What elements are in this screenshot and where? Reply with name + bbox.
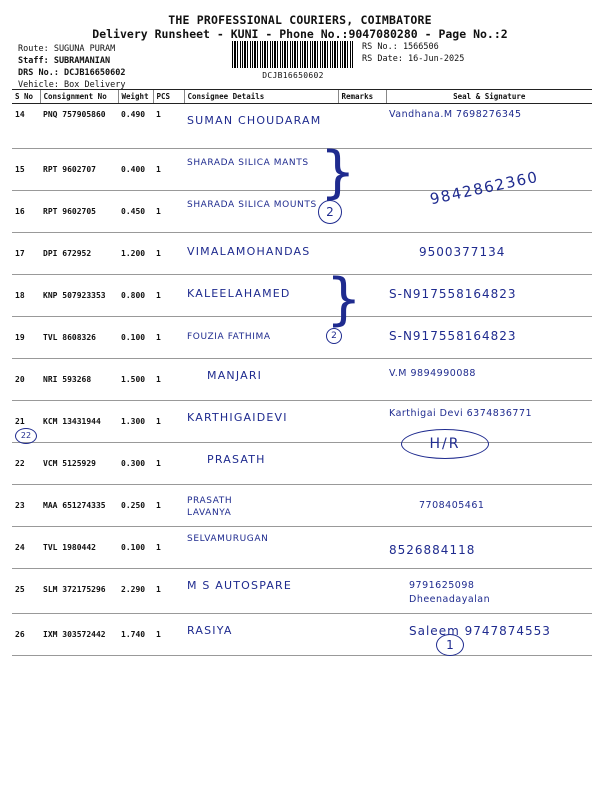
consignee-handwritten: SHARADA SILICA MOUNTS (187, 200, 317, 210)
signature-handwritten: 7708405461 (419, 500, 485, 511)
consignee-handwritten: PRASATH (207, 453, 266, 466)
table-row (12, 401, 592, 443)
cell-consignment: NRI 593268 (40, 359, 118, 401)
cell-remarks (338, 569, 386, 614)
cell-pcs: 1 (153, 149, 184, 191)
cell-pcs: 1 (153, 569, 184, 614)
table-row (12, 191, 592, 233)
table-row (12, 569, 592, 614)
brace-mark: } (326, 267, 362, 332)
cell-pcs: 1 (153, 317, 184, 359)
cell-sno: 23 (12, 485, 40, 527)
col-consignment: Consignment No (40, 90, 118, 104)
consignee-handwritten: KARTHIGAIDEVI (187, 411, 288, 424)
cell-sno: 25 (12, 569, 40, 614)
cell-remarks (338, 527, 386, 569)
cell-sno: 26 (12, 614, 40, 656)
cell-consignment: RPT 9602705 (40, 191, 118, 233)
rs-date: RS Date: 16-Jun-2025 (362, 54, 465, 64)
cell-weight: 1.740 (118, 614, 153, 656)
table-row (12, 443, 592, 485)
table-header-row (12, 90, 592, 104)
table-row (12, 275, 592, 317)
cell-sno: 20 (12, 359, 40, 401)
col-signature: Seal & Signature (386, 90, 592, 104)
circle-1-mark: 1 (436, 634, 464, 656)
cell-sno: 15 (12, 149, 40, 191)
cell-sno: 19 (12, 317, 40, 359)
cell-consignment: IXM 303572442 (40, 614, 118, 656)
cell-sno: 24 (12, 527, 40, 569)
table-row (12, 527, 592, 569)
consignee-handwritten: SUMAN CHOUDARAM (187, 114, 322, 127)
cell-pcs: 1 (153, 614, 184, 656)
company-title: THE PROFESSIONAL COURIERS, COIMBATORE (168, 13, 432, 27)
cell-consignment: SLM 372175296 (40, 569, 118, 614)
signature-handwritten: 8526884118 (389, 543, 476, 557)
cell-weight: 1.200 (118, 233, 153, 275)
signature-handwritten: 9842862360 (428, 167, 541, 209)
table-row (12, 317, 592, 359)
cell-weight: 2.290 (118, 569, 153, 614)
signature-handwritten: S-N917558164823 (389, 329, 517, 343)
cell-sno: 18 (12, 275, 40, 317)
cell-weight: 0.250 (118, 485, 153, 527)
consignee-handwritten: RASIYA (187, 624, 233, 637)
cell-sno: 21 (12, 401, 40, 443)
consignee-handwritten: SELVAMURUGAN (187, 534, 269, 544)
cell-weight: 0.300 (118, 443, 153, 485)
signature-handwritten: Vandhana.M 7698276345 (389, 109, 522, 120)
cell-pcs: 1 (153, 485, 184, 527)
consignee-handwritten: M S AUTOSPARE (187, 579, 293, 592)
consignee-handwritten: MANJARI (207, 369, 263, 382)
signature-handwritten: V.M 9894990088 (389, 368, 476, 379)
consignee-handwritten: FOUZIA FATHIMA (187, 332, 271, 342)
staff-text: Staff: SUBRAMANIAN (18, 56, 111, 66)
route-info (18, 43, 125, 91)
cell-sno: 22 (12, 443, 40, 485)
runsheet-table (12, 89, 592, 656)
col-pcs: PCS (153, 90, 184, 104)
cell-weight: 0.490 (118, 104, 153, 149)
cell-weight: 0.450 (118, 191, 153, 233)
cell-consignment: RPT 9602707 (40, 149, 118, 191)
table-row (12, 233, 592, 275)
cell-sno: 16 (12, 191, 40, 233)
cell-remarks (338, 485, 386, 527)
cell-weight: 1.500 (118, 359, 153, 401)
cell-consignment: TVL 1980442 (40, 527, 118, 569)
cell-consignment: KNP 507923353 (40, 275, 118, 317)
col-remarks: Remarks (338, 90, 386, 104)
circle-22-mark: 22 (15, 428, 37, 444)
table-row (12, 359, 592, 401)
cell-consignment: KCM 13431944 (40, 401, 118, 443)
cell-remarks (338, 614, 386, 656)
table-row (12, 485, 592, 527)
cell-pcs: 1 (153, 401, 184, 443)
rs-number: RS No.: 1566506 (362, 42, 439, 52)
cell-pcs: 1 (153, 359, 184, 401)
cell-weight: 0.100 (118, 317, 153, 359)
table-row (12, 614, 592, 656)
cell-pcs: 1 (153, 443, 184, 485)
vehicle-text: Vehicle: Box Delivery (18, 80, 126, 90)
circle-2-mark: 2 (318, 200, 342, 224)
cell-consignment: TVL 8608326 (40, 317, 118, 359)
circle-2-mark: 2 (326, 328, 342, 344)
cell-pcs: 1 (153, 233, 184, 275)
brace-mark: } (320, 140, 356, 205)
cell-consignment: PNQ 757905860 (40, 104, 118, 149)
col-sno: S No (12, 90, 40, 104)
signature-handwritten: 9500377134 (419, 245, 506, 259)
table-row (12, 104, 592, 149)
cell-pcs: 1 (153, 191, 184, 233)
signature-handwritten: Karthigai Devi 6374836771 (389, 408, 533, 419)
consignee-handwritten: KALEELAHAMED (187, 287, 291, 300)
cell-weight: 1.300 (118, 401, 153, 443)
consignee-handwritten: PRASATH LAVANYA (187, 496, 233, 518)
rs-info (362, 41, 464, 65)
cell-pcs: 1 (153, 104, 184, 149)
col-weight: Weight (118, 90, 153, 104)
route-text: Route: SUGUNA PURAM (18, 44, 116, 54)
cell-weight: 0.100 (118, 527, 153, 569)
consignee-handwritten: SHARADA SILICA MANTS (187, 158, 309, 168)
barcode-number: DCJB16650602 (262, 71, 324, 80)
consignee-handwritten: VIMALAMOHANDAS (187, 245, 311, 258)
cell-weight: 0.800 (118, 275, 153, 317)
cell-sno: 17 (12, 233, 40, 275)
hr-mark: H/R (401, 429, 489, 459)
col-consignee: Consignee Details (184, 90, 338, 104)
cell-consignment: DPI 672952 (40, 233, 118, 275)
cell-remarks (338, 401, 386, 443)
cell-sno: 14 (12, 104, 40, 149)
cell-weight: 0.400 (118, 149, 153, 191)
barcode (232, 41, 354, 68)
signature-handwritten: 9791625098 Dheenadayalan (409, 580, 491, 605)
cell-consignment: MAA 651274335 (40, 485, 118, 527)
cell-pcs: 1 (153, 275, 184, 317)
drs-number: DRS No.: DCJB16650602 (18, 68, 126, 78)
cell-consignment: VCM 5125929 (40, 443, 118, 485)
signature-handwritten: S-N917558164823 (389, 287, 517, 301)
runsheet-subtitle: Delivery Runsheet - KUNI - Phone No.:9047080280 - Page No.:2 (92, 27, 508, 41)
cell-pcs: 1 (153, 527, 184, 569)
signature-handwritten: Saleem 9747874553 (409, 624, 551, 638)
